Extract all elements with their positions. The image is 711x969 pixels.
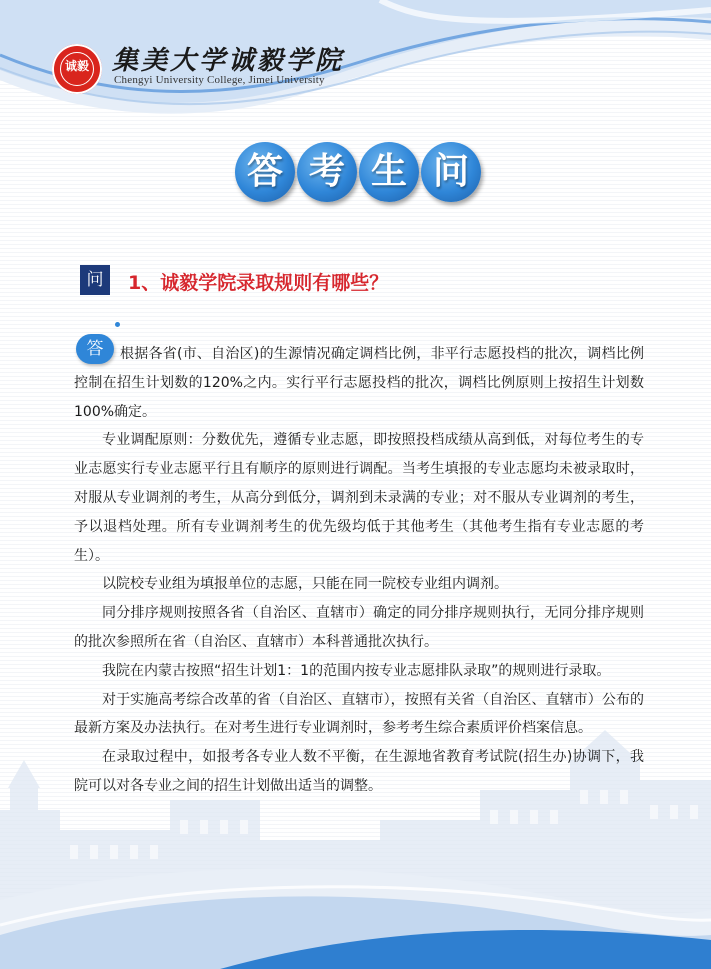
answer-paragraph-7: 在录取过程中，如报考各专业人数不平衡，在生源地省教育考试院(招生办)协调下，我院可以对各专业之间的招生计划做出适当的调整。 bbox=[74, 749, 644, 794]
title-char-1: 答 bbox=[235, 142, 295, 202]
title-char-4: 问 bbox=[421, 142, 481, 202]
answer-icon: 答 bbox=[76, 334, 114, 364]
answer-paragraph-2: 专业调配原则：分数优先，遵循专业志愿，即按照投档成绩从高到低，对每位考生的专业志愿实行专业志愿平行且有顺序的原则进行调配。当考生填报的专业志愿均未被录取时，对服从专业调剂的考生，从高分到低分，调剂到未录满的专业；对不服从专业调剂的考生，予以退档处理。所有专业调剂考生的优先级均低于其他考生（其他考生指有专业志愿的考生）。 bbox=[74, 432, 644, 564]
question-icon: 问 bbox=[80, 265, 110, 295]
answer-icon-dot bbox=[115, 322, 120, 327]
title-char-3: 生 bbox=[359, 142, 419, 202]
answer-paragraph-1: 根据各省(市、自治区)的生源情况确定调档比例，非平行志愿投档的批次，调档比例控制在招生计划数的120%之内。实行平行志愿投档的批次，调档比例原则上按招生计划数100%确定。 bbox=[74, 346, 644, 420]
answer-paragraph-6: 对于实施高考综合改革的省（自治区、直辖市），按照有关省（自治区、直辖市）公布的最新方案及办法执行。在对考生进行专业调剂时，参考考生综合素质评价档案信息。 bbox=[74, 691, 644, 737]
answer-body bbox=[74, 340, 644, 801]
footer-wave-decoration bbox=[0, 840, 711, 969]
school-name-english: Chengyi University College, Jimei University bbox=[114, 74, 325, 86]
answer-paragraph-4: 同分排序规则按照各省（自治区、直辖市）确定的同分排序规则执行，无同分排序规则的批次参照所在省（自治区、直辖市）本科普通批次执行。 bbox=[74, 605, 644, 650]
page-title bbox=[235, 142, 483, 206]
answer-paragraph-5: 我院在内蒙古按照“招生计划1：1的范围内按专业志愿排队录取”的规则进行录取。 bbox=[102, 662, 611, 679]
title-char-2: 考 bbox=[297, 142, 357, 202]
school-name-chinese: 集美大学诚毅学院 bbox=[112, 46, 345, 76]
question-heading: 1、诚毅学院录取规则有哪些？ bbox=[128, 272, 389, 294]
seal-text: 诚毅 bbox=[64, 59, 89, 73]
header-swoosh-decoration bbox=[0, 0, 711, 140]
college-seal-logo bbox=[52, 44, 102, 94]
answer-paragraph-3: 以院校专业组为填报单位的志愿，只能在同一院校专业组内调剂。 bbox=[102, 576, 508, 593]
